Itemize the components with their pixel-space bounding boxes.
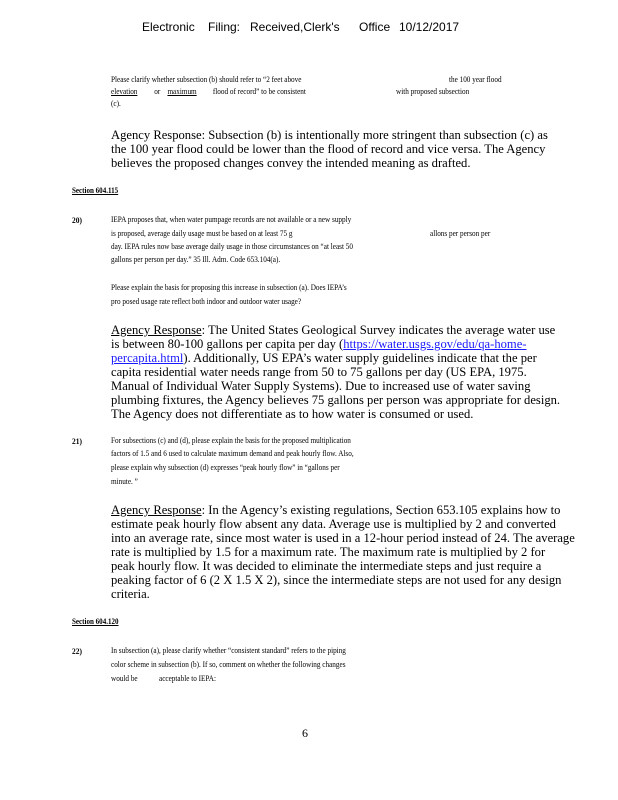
question-20-line1: IEPA proposes that, when water pumpage records are not available or a new supply	[111, 215, 352, 224]
question-top-line1b: the 100 year flood	[449, 75, 502, 84]
header-electronic: Electronic	[142, 20, 195, 34]
flood-record-text: flood of record” to be consistent	[212, 87, 306, 96]
question-21-line3: please explain why subsection (d) expresses “peak hourly flow” in “gallons per	[111, 463, 340, 472]
page-number: 6	[302, 726, 308, 740]
response-top-line1: Agency Response: Subsection (b) is intentionally more stringent than subsection (c) as	[111, 128, 548, 142]
response-label: Agency Response	[111, 503, 202, 517]
question-20-line4: gallons per person per day.” 35 Ill. Adm. Code 653.104(a).	[111, 255, 281, 264]
header-received: Received,Clerk's	[250, 20, 340, 34]
question-22-number: 22)	[72, 646, 82, 656]
question-20-line2a: is proposed, average daily usage must be based on at least 75 g	[111, 229, 293, 238]
header-filing: Filing:	[208, 20, 241, 34]
question-20-line6: pro posed usage rate reflect both indoor and outdoor water usage?	[111, 297, 302, 306]
usgs-link[interactable]: https://water.usgs.gov/edu/qa-home-	[343, 337, 527, 351]
response-20-line5: Manual of Individual Water Supply Systems). Due to increased use of water saving	[111, 379, 531, 393]
or-text: or	[154, 87, 161, 96]
question-21-number: 21)	[72, 436, 82, 446]
response-21-line7: criteria.	[111, 587, 150, 601]
question-22-line2: color scheme in subsection (b). If so, comment on whether the following changes	[111, 660, 346, 669]
header-date: 10/12/2017	[399, 20, 460, 34]
question-22-line3a: would be	[111, 674, 138, 683]
response-20-line2: is between 80-100 gallons per capita per day (https://water.usgs.gov/edu/qa-home-	[111, 337, 527, 351]
response-21-line1: Agency Response: In the Agency’s existing regulations, Section 653.105 explains how to	[111, 503, 561, 517]
response-21-line4: rate is multiplied by 1.5 for a maximum rate. The maximum rate is multiplied by 2 for	[111, 545, 546, 559]
response-top-line2: the 100 year flood could be lower than the flood of record and vice versa. The Agency	[111, 142, 546, 156]
question-20-line2b: allons per person per	[430, 229, 491, 238]
response-20-line4: capita residential water needs range from 50 to 75 gallons per day (US EPA, 1975.	[111, 365, 527, 379]
question-20-line3: day. IEPA rules now base average daily usage in those circumstances on “at least 50	[111, 242, 353, 251]
response-20-line6: plumbing fixtures, the Agency believes 75 gallons per person was appropriate for design.	[111, 393, 561, 407]
question-21-line2: factors of 1.5 and 6 used to calculate maximum demand and peak hourly flow. Also,	[111, 449, 354, 458]
response-20-line7: The Agency does not differentiate as to how water is consumed or used.	[111, 407, 474, 421]
response-20-line3: percapita.html). Additionally, US EPA’s water supply guidelines indicate that the per	[111, 351, 537, 365]
response-label: Agency Response	[111, 323, 202, 337]
response-21-line5: peak hourly flow. It was decided to eliminate the intermediate steps and just require a	[111, 559, 542, 573]
question-top-line3: (c).	[111, 99, 121, 108]
filing-header	[0, 20, 618, 38]
section-heading-604-115: Section 604.115	[72, 186, 119, 195]
response-top-line3: believes the proposed changes convey the intended meaning as drafted.	[111, 156, 471, 170]
response-21-line6: peaking factor of 6 (2 X 1.5 X 2), since the intermediate steps are not used for any design	[111, 573, 562, 587]
question-22-line3b: acceptable to IEPA:	[159, 674, 216, 683]
question-top-line2	[111, 86, 306, 98]
elevation-text: elevation	[111, 87, 138, 96]
question-21-line1: For subsections (c) and (d), please explain the basis for the proposed multiplication	[111, 436, 351, 445]
response-20-line1: Agency Response: The United States Geological Survey indicates the average water use	[111, 323, 556, 337]
header-office: Office	[359, 20, 391, 34]
question-20-line5: Please explain the basis for proposing this increase in subsection (a). Does IEPA’s	[111, 283, 347, 292]
response-label: Agency Response	[111, 128, 202, 142]
question-21-line4: minute. ”	[111, 477, 138, 486]
section-heading-604-120: Section 604.120	[72, 617, 119, 626]
question-22-line1: In subsection (a), please clarify whether “consistent standard” refers to the piping	[111, 646, 346, 655]
question-top-line2e: with proposed subsection	[396, 87, 470, 96]
response-21-line3: into an average rate, since most water is used in a 12-hour period instead of 24. The average	[111, 531, 575, 545]
usgs-link-continued[interactable]: percapita.html	[111, 351, 184, 365]
question-20-number: 20)	[72, 215, 82, 225]
maximum-text: maximum	[167, 87, 197, 96]
response-21-line2: estimate peak hourly flow absent any data. Average use is multiplied by 2 and converted	[111, 517, 556, 531]
question-top-line1a: Please clarify whether subsection (b) should refer to “2 feet above	[111, 75, 302, 84]
